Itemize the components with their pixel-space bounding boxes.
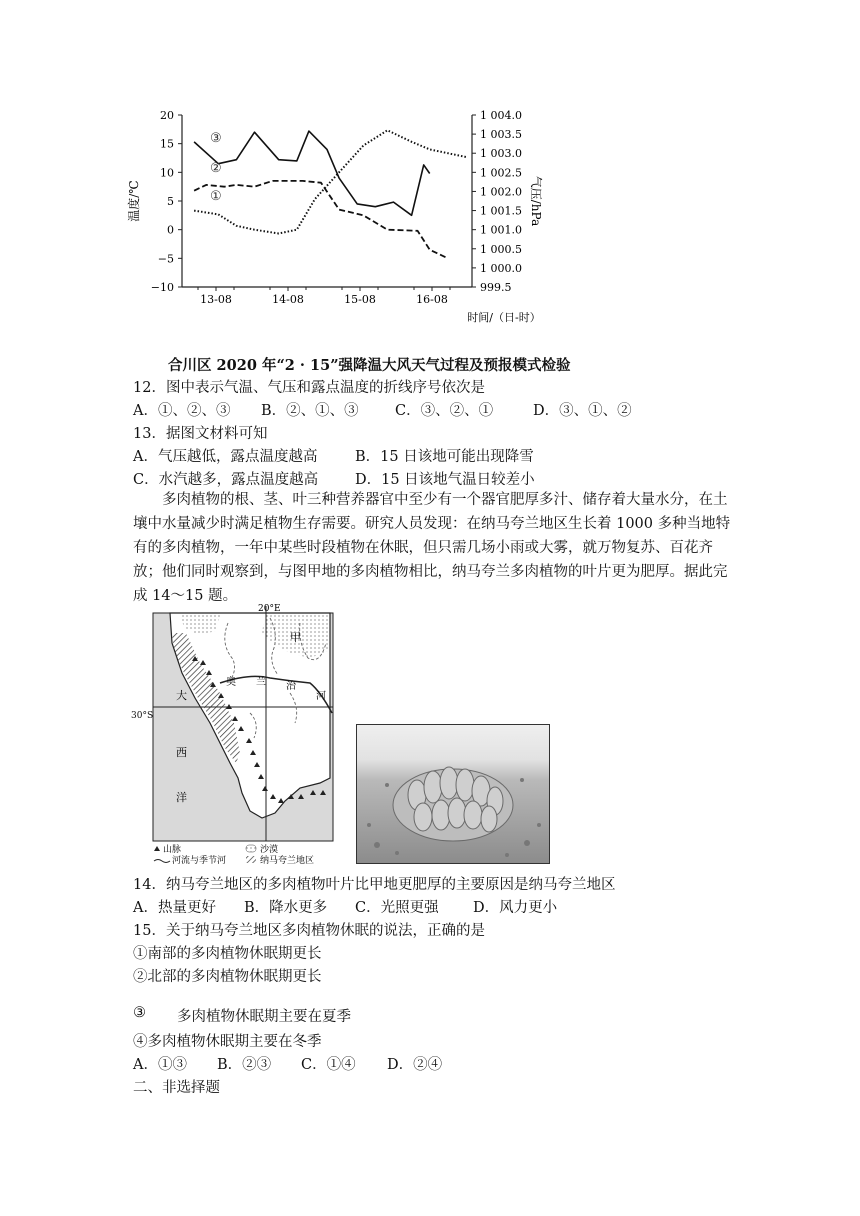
x-axis-title: 时间/（日-时） [467, 311, 541, 324]
svg-text:纳马夸兰地区: 纳马夸兰地区 [260, 856, 315, 865]
question-12-stem: 12．图中表示气温、气压和露点温度的折线序号依次是 [133, 380, 485, 396]
svg-text:河: 河 [316, 691, 326, 702]
question-15-options [133, 1053, 442, 1074]
right-tick-label: 1 003.5 [480, 128, 522, 142]
place-label-jia: 甲 [290, 631, 301, 644]
q14-option-b[interactable]: B．降水更多 [244, 900, 328, 916]
question-13-options-row1 [133, 445, 534, 466]
q14-option-c[interactable]: C．光照更强 [355, 900, 439, 916]
right-tick-label: 1 000.0 [480, 261, 522, 275]
succulent-photo [356, 724, 550, 864]
right-tick-label: 1 002.0 [480, 185, 522, 199]
q12-option-a[interactable]: A．①、②、③ [133, 403, 231, 419]
q14-option-d[interactable]: D．风力更小 [473, 900, 558, 916]
right-tick-label: 1 001.0 [480, 223, 522, 237]
svg-text:治: 治 [286, 681, 296, 692]
question-14-options [133, 896, 557, 917]
statement-2: ②北部的多肉植物休眠期更长 [133, 969, 322, 985]
svg-text:兰: 兰 [256, 677, 266, 688]
namaqualand-map [150, 603, 336, 865]
left-tick-label: 20 [160, 109, 174, 122]
x-tick-label: 15-08 [344, 293, 376, 306]
section-heading: 二、非选择题 [133, 1080, 220, 1096]
svg-text:沙漠: 沙漠 [260, 845, 279, 855]
latitude-label: 30°S [131, 711, 154, 721]
statement-1: ①南部的多肉植物休眠期更长 [133, 946, 322, 962]
left-tick-label: −10 [150, 281, 174, 294]
question-12-options [133, 399, 632, 420]
map-legend [154, 843, 314, 865]
y-right-axis-title: 气压/hPa [529, 175, 543, 227]
question-14-stem: 14．纳马夸兰地区的多肉植物叶片比甲地更肥厚的主要原因是纳马夸兰地区 [133, 877, 616, 893]
q12-option-c[interactable]: C．③、②、① [395, 403, 494, 419]
right-tick-label: 1 001.5 [480, 204, 522, 218]
right-tick-label: 1 002.5 [480, 166, 522, 180]
y-left-axis-title: 温度/℃ [127, 180, 141, 222]
right-tick-label: 1 003.0 [480, 147, 522, 161]
statement-4: ④多肉植物休眠期主要在冬季 [133, 1034, 322, 1050]
reading-passage: 多肉植物的根、茎、叶三种营养器官中至少有一个器官肥厚多汁、储存着大量水分，在土壤中水量减少时满足植物生存需要。研究人员发现：在纳马夸兰地区生长着 1000 多种当地特有的多肉植物，一年中某些时段植物在休眠，但只需几场小雨或大雾，就万物复苏、百花齐放；他们同时观察到，与图甲地的多肉植物相比，纳马夸兰多肉植物的叶片更为肥厚。据此完成 14～15 题。 [133, 492, 731, 604]
q12-option-b[interactable]: B．②、①、③ [261, 403, 359, 419]
statement-3: 多肉植物休眠期主要在夏季 [177, 1009, 351, 1025]
right-tick-label: 999.5 [480, 281, 512, 294]
left-tick-label: 10 [160, 166, 174, 180]
q15-option-a[interactable]: A．①③ [133, 1057, 187, 1073]
x-tick-label: 14-08 [272, 293, 304, 306]
x-tick-label: 13-08 [200, 293, 232, 306]
series-label: ③ [210, 131, 222, 146]
q13-option-d[interactable]: D．15 日该地气温日较差小 [355, 472, 535, 488]
svg-text:河流与季节河: 河流与季节河 [172, 856, 227, 865]
left-tick-label: 0 [167, 223, 174, 237]
q15-option-c[interactable]: C．①④ [301, 1057, 356, 1073]
series-label: ① [210, 189, 222, 204]
x-tick-label: 16-08 [416, 293, 448, 306]
q13-option-a[interactable]: A．气压越低，露点温度越高 [133, 449, 318, 465]
series-label: ② [210, 161, 222, 176]
weather-line-chart [120, 100, 560, 330]
svg-text:西: 西 [176, 746, 187, 759]
svg-text:奥: 奥 [226, 677, 236, 688]
right-tick-label: 1 004.0 [480, 109, 522, 122]
q15-option-d[interactable]: D．②④ [387, 1057, 443, 1073]
question-13-stem: 13．据图文材料可知 [133, 426, 268, 442]
q13-option-b[interactable]: B．15 日该地可能出现降雪 [355, 449, 534, 465]
longitude-label: 20°E [258, 604, 281, 614]
figure-caption: 合川区 2020 年“2 · 15”强降温大风天气过程及预报模式检验 [168, 357, 571, 374]
q13-option-c[interactable]: C．水汽越多，露点温度越高 [133, 472, 319, 488]
right-tick-label: 1 000.5 [480, 242, 522, 256]
q15-option-b[interactable]: B．②③ [217, 1057, 272, 1073]
series-line-3 [194, 130, 466, 233]
svg-text:大: 大 [176, 689, 187, 702]
series-line-1 [194, 131, 430, 215]
left-tick-label: 15 [160, 137, 174, 151]
left-tick-label: −5 [157, 252, 174, 266]
statement-3-number: ③ [133, 1005, 146, 1021]
question-15-stem: 15．关于纳马夸兰地区多肉植物休眠的说法，正确的是 [133, 923, 485, 939]
question-13-options-row2 [133, 468, 535, 489]
svg-text:洋: 洋 [176, 791, 187, 804]
svg-text:山脉: 山脉 [163, 845, 182, 855]
q14-option-a[interactable]: A．热量更好 [133, 900, 216, 916]
q12-option-d[interactable]: D．③、①、② [533, 403, 632, 419]
left-tick-label: 5 [167, 195, 174, 208]
